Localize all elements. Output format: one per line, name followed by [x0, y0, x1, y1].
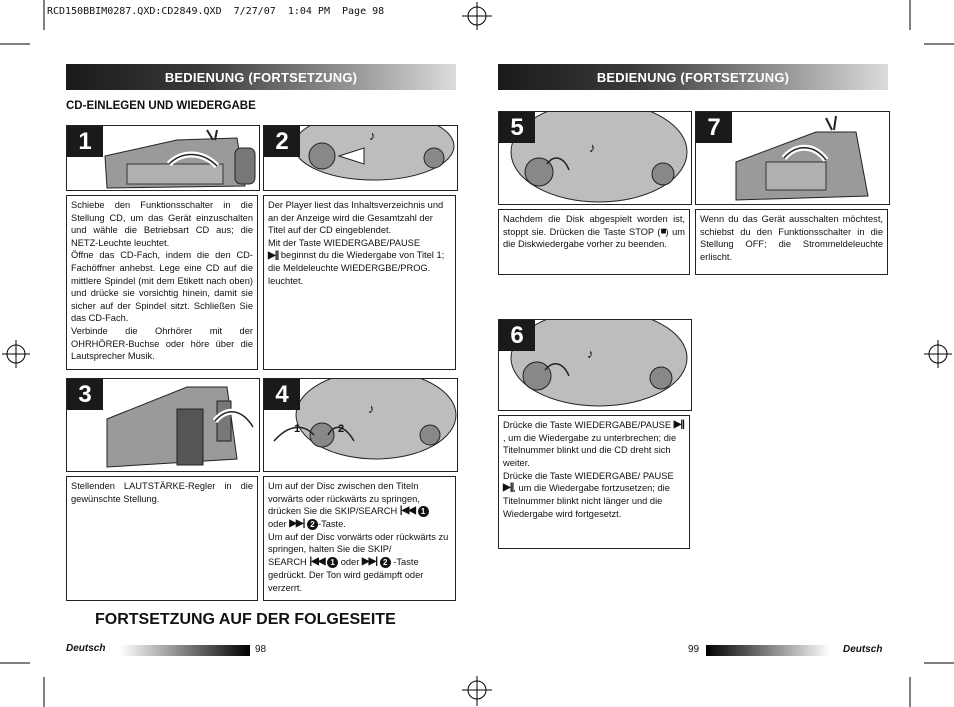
- step-3-number: 3: [67, 379, 103, 410]
- step-1-para-2: Öffne das CD-Fach, indem die den CD-Fachöffner anhebst. Lege eine CD auf die mittlere Spindel (mit dem Etikett nach oben) und drücke sie vorsichtig hinein, damit sie sicher auf der Spindel sitzt. Schließen Sie das CD-Fach.: [71, 250, 253, 324]
- step-6-para-c: Drücke die Taste WIEDERGABE/ PAUSE: [503, 470, 674, 481]
- step-7-para: Wenn du das Gerät ausschalten möchtest, schiebst du den Funktionsschalter in die Stellung OFF; die Strommeldeleuchte erlischt.: [700, 214, 883, 262]
- play-pause-icon: ▶||: [503, 482, 514, 494]
- step-1-illustration: [66, 125, 260, 191]
- svg-text:♪: ♪: [368, 401, 375, 416]
- step-4-para-2b: SEARCH: [268, 557, 307, 568]
- play-pause-icon: ▶||: [673, 419, 684, 431]
- svg-text:♪: ♪: [369, 128, 376, 143]
- step-4-text: [263, 476, 456, 601]
- skip-forward-icon: ▶▶|: [289, 518, 305, 530]
- skip-forward-icon: ▶▶|: [361, 556, 378, 568]
- step-6-text: [498, 415, 690, 549]
- step-6-para-b: , um die Wiedergabe zu unterbrechen; die Titelnummer blinkt und die CD dreht sich weiter.: [503, 432, 677, 469]
- step-4-para-2c: oder: [340, 557, 360, 568]
- right-page-number: 99: [688, 644, 700, 655]
- callout-1-icon: 1: [418, 506, 429, 517]
- step-2-para-2: Mit der Taste WIEDERGABE/PAUSE: [268, 237, 421, 248]
- step-1-para-3: Verbinde die Ohrhörer mit der OHRHÖRER-Buchse oder höre über die Lautsprecher Musik.: [71, 325, 253, 362]
- skip-back-icon: |◀◀: [399, 505, 415, 517]
- step-4-number: 4: [264, 379, 300, 410]
- step-6-number: 6: [499, 320, 535, 351]
- step-5-illustration: [498, 111, 692, 205]
- step-4-para-1c: -Taste.: [317, 519, 346, 530]
- step-1-para-1: Schiebe den Funktionsschalter in die Stellung CD, um das Gerät einzuschalten und wähle die Betriebsart CD aus; die NETZ-Leuchte leuchtet.: [71, 200, 253, 248]
- stop-icon: ■: [660, 225, 666, 237]
- step-3-illustration: [66, 378, 260, 472]
- right-footer-language: Deutsch: [843, 644, 883, 655]
- right-footer-bar: [706, 645, 830, 656]
- step-4-para-1b: oder: [268, 519, 287, 530]
- step-1-number: 1: [67, 126, 103, 157]
- left-footer-language: Deutsch: [66, 643, 106, 654]
- step-6-illustration: [498, 319, 692, 411]
- step-4-callout-2: 2: [338, 423, 345, 435]
- step-5-number: 5: [499, 112, 535, 143]
- step-4-para-1a: Um auf der Disc zwischen den Titeln vorwärts oder rückwärts zu springen, drücken Sie die SKIP/SEARCH: [268, 481, 420, 517]
- step-7-number: 7: [696, 112, 732, 143]
- left-footer-bar: [120, 645, 250, 656]
- continue-note: FORTSETZUNG AUF DER FOLGESEITE: [95, 611, 396, 628]
- step-1-text: [66, 195, 258, 370]
- step-5-para-a: Nachdem die Disk abgespielt worden ist, stoppt sie. Drücken die Taste STOP (: [503, 214, 685, 237]
- step-3-text: [66, 476, 258, 601]
- step-2-para-1: Der Player liest das Inhaltsverzeichnis und an der Anzeige wird die Gesamtzahl der Titel auf der CD eingeblendet.: [268, 200, 444, 236]
- callout-2-icon: 2: [380, 557, 391, 568]
- step-7-illustration: [695, 111, 890, 205]
- section-title: CD-EINLEGEN UND WIEDERGABE: [66, 100, 256, 112]
- step-4-para-2d: -Taste gedrückt. Der Ton wird gedämpft oder verzerrt.: [268, 557, 424, 593]
- svg-text:♪: ♪: [587, 346, 594, 361]
- step-2-para-3: beginnst du die Wiedergabe von Titel 1; die Meldeleuchte WIEDERGBE/PROG. leuchtet.: [268, 250, 445, 286]
- skip-back-icon: |◀◀: [309, 556, 325, 568]
- step-5-text: [498, 209, 690, 275]
- step-2-number: 2: [264, 126, 300, 157]
- play-pause-icon: ▶||: [268, 249, 279, 261]
- callout-1-icon: 1: [327, 557, 338, 568]
- step-4-callout-1: 1: [294, 423, 301, 435]
- step-4-para-2a: Um auf der Disc vorwärts oder rückwärts zu springen, halten Sie die SKIP/: [268, 531, 449, 555]
- step-4-illustration: [263, 378, 458, 472]
- right-section-header: BEDIENUNG (FORTSETZUNG): [498, 64, 888, 90]
- left-page-number: 98: [255, 644, 267, 655]
- step-5-para-b: ) um die Diskwiedergabe vorher zu beenden.: [503, 226, 685, 250]
- left-section-header: BEDIENUNG (FORTSETZUNG): [66, 64, 456, 90]
- step-7-text: [695, 209, 888, 275]
- print-slug: RCD150BBIM0287.QXD:CD2849.QXD 7/27/07 1:04 PM Page 98: [47, 6, 385, 17]
- step-3-para: Stellenden LAUTSTÄRKE-Regler in die gewünschte Stellung.: [71, 481, 253, 504]
- step-2-illustration: [263, 125, 458, 191]
- step-2-text: [263, 195, 456, 370]
- step-6-para-a: Drücke die Taste WIEDERGABE/PAUSE: [503, 420, 672, 430]
- svg-text:♪: ♪: [589, 140, 596, 155]
- callout-2-icon: 2: [307, 519, 318, 530]
- step-6-para-d: , um die Wiedergabe fortzusetzen; die Titelnummer blinkt nicht länger und die Wiedergabe wird fortgesetzt.: [503, 483, 670, 519]
